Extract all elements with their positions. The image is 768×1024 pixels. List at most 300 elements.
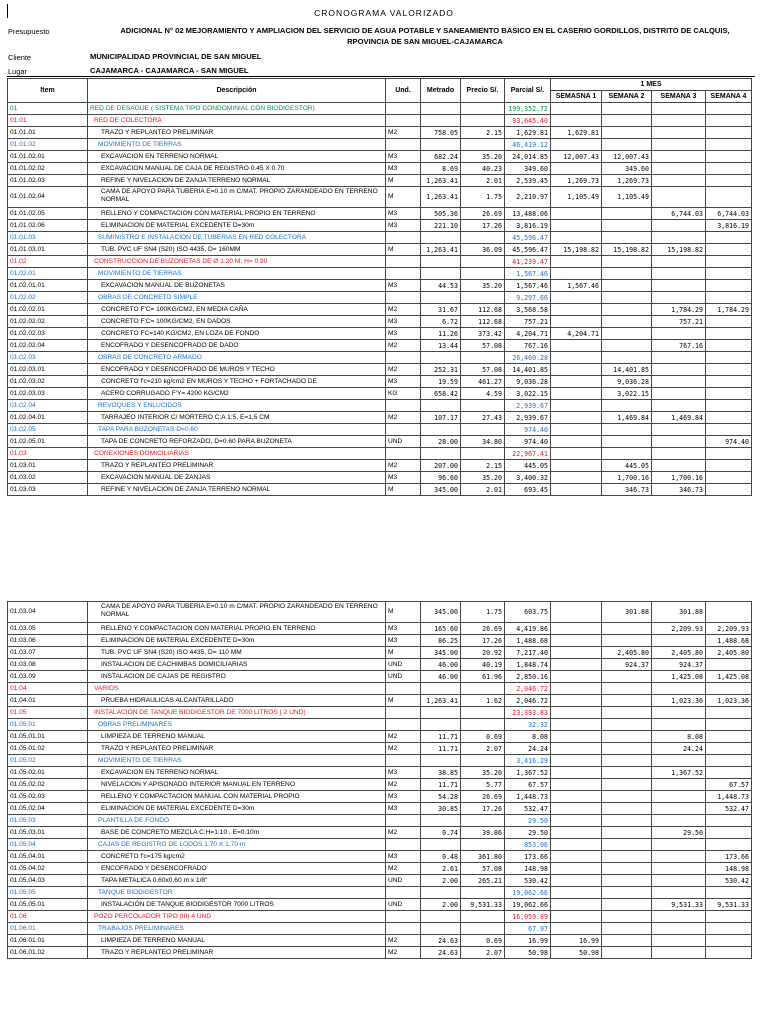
item-code: 01.02.03.01 <box>8 364 88 376</box>
table-row <box>8 602 752 623</box>
item-semana-2 <box>602 683 652 695</box>
item-metrado <box>421 268 461 280</box>
item-semana-3: 6,744.03 <box>652 208 706 220</box>
item-unit: M2 <box>386 340 421 352</box>
table-row <box>8 839 752 851</box>
table-row <box>8 316 752 328</box>
item-semana-4 <box>706 448 752 460</box>
item-precio: 373.42 <box>461 328 505 340</box>
item-semana-1 <box>551 376 602 388</box>
table-row <box>8 623 752 635</box>
item-semana-1 <box>551 863 602 875</box>
table-row <box>8 376 752 388</box>
item-parcial: 45,596.47 <box>505 232 551 244</box>
item-semana-3 <box>652 268 706 280</box>
table-row <box>8 947 752 959</box>
item-semana-1 <box>551 220 602 232</box>
cliente-label: Cliente <box>8 53 32 62</box>
item-description: BASE DE CONCRETO MEZCLA C:H=1:10 , E=0.10m <box>88 827 386 839</box>
item-description: MOVIMIENTO DE TIERRAS <box>88 139 386 151</box>
item-metrado: 165.60 <box>421 623 461 635</box>
item-unit: M3 <box>386 208 421 220</box>
item-unit: M <box>386 484 421 496</box>
item-metrado: 0.74 <box>421 827 461 839</box>
item-semana-2 <box>602 947 652 959</box>
item-parcial: 24.24 <box>505 743 551 755</box>
item-description: VARIOS <box>88 683 386 695</box>
item-semana-4 <box>706 815 752 827</box>
item-code: 01.05.04.01 <box>8 851 88 863</box>
item-code: 01.03.06 <box>8 635 88 647</box>
item-unit: UND <box>386 671 421 683</box>
item-semana-1: 12,007.43 <box>551 151 602 163</box>
item-semana-3: 15,198.82 <box>652 244 706 256</box>
item-metrado: 13.44 <box>421 340 461 352</box>
item-code: 01.03.05 <box>8 623 88 635</box>
item-metrado <box>421 923 461 935</box>
item-parcial: 767.16 <box>505 340 551 352</box>
item-unit: M <box>386 187 421 208</box>
item-semana-2: 1,469.84 <box>602 412 652 424</box>
item-semana-2 <box>602 139 652 151</box>
item-code: 01.05.02.02 <box>8 779 88 791</box>
item-description: PLANTILLA DE FONDO <box>88 815 386 827</box>
item-semana-3: 1,425.08 <box>652 671 706 683</box>
item-parcial: 19,062.66 <box>505 887 551 899</box>
item-semana-1 <box>551 448 602 460</box>
item-semana-3 <box>652 163 706 175</box>
item-precio: 361.80 <box>461 851 505 863</box>
item-description: ELIMINACION DE MATERIAL EXCEDENTE D=30m <box>88 803 386 815</box>
table-row <box>8 115 752 127</box>
item-unit: M3 <box>386 623 421 635</box>
item-metrado <box>421 292 461 304</box>
item-code: 01.01.02.04 <box>8 187 88 208</box>
item-semana-2 <box>602 911 652 923</box>
item-description: RELLENO Y COMPACTACION CON MATERIAL PROPIO EN TERRENO <box>88 623 386 635</box>
col-header-semana-2: SEMANA 2 <box>602 91 652 103</box>
item-unit <box>386 448 421 460</box>
item-unit: M3 <box>386 803 421 815</box>
col-header-precio: Precio S/. <box>461 79 505 103</box>
item-semana-1 <box>551 839 602 851</box>
item-semana-1 <box>551 755 602 767</box>
table-row <box>8 911 752 923</box>
item-semana-4: 173.66 <box>706 851 752 863</box>
col-header-metrado: Metrado <box>421 79 461 103</box>
item-unit <box>386 707 421 719</box>
item-unit <box>386 400 421 412</box>
item-parcial: 4,419.86 <box>505 623 551 635</box>
item-unit: M3 <box>386 328 421 340</box>
item-unit: M2 <box>386 779 421 791</box>
item-parcial: 1,848.74 <box>505 659 551 671</box>
table-row <box>8 803 752 815</box>
item-parcial: 2,210.97 <box>505 187 551 208</box>
item-metrado: 345.00 <box>421 484 461 496</box>
table-row <box>8 731 752 743</box>
item-description: OBRAS DE CONCRETO ARMADO <box>88 352 386 364</box>
item-parcial: 3,816.19 <box>505 220 551 232</box>
item-metrado: 6.72 <box>421 316 461 328</box>
item-code: 01.02.02 <box>8 292 88 304</box>
item-semana-1 <box>551 911 602 923</box>
item-semana-2 <box>602 115 652 127</box>
item-semana-3 <box>652 460 706 472</box>
item-semana-3 <box>652 151 706 163</box>
table-row <box>8 683 752 695</box>
table-row <box>8 484 752 496</box>
item-semana-4: 148.98 <box>706 863 752 875</box>
table-row <box>8 292 752 304</box>
item-precio: 40.23 <box>461 163 505 175</box>
item-semana-4: 6,744.03 <box>706 208 752 220</box>
item-metrado <box>421 683 461 695</box>
col-header-descripcion: Descripción <box>88 79 386 103</box>
item-parcial: 532.47 <box>505 803 551 815</box>
item-parcial: 13,488.06 <box>505 208 551 220</box>
item-semana-4 <box>706 139 752 151</box>
item-semana-1 <box>551 779 602 791</box>
table-row <box>8 328 752 340</box>
item-semana-1 <box>551 115 602 127</box>
item-description: REFINE Y NIVELACION DE ZANJA TERRENO NORMAL <box>88 484 386 496</box>
item-semana-1 <box>551 304 602 316</box>
item-unit: M3 <box>386 280 421 292</box>
item-unit <box>386 232 421 244</box>
item-description: TARRAJEO INTERIOR C/ MORTERO C:A 1:5, E=1,5 CM <box>88 412 386 424</box>
item-semana-3: 757.21 <box>652 316 706 328</box>
item-metrado <box>421 755 461 767</box>
table-row <box>8 340 752 352</box>
item-metrado: 345.00 <box>421 647 461 659</box>
item-semana-2 <box>602 220 652 232</box>
item-semana-1 <box>551 460 602 472</box>
item-parcial: 14,401.85 <box>505 364 551 376</box>
item-semana-4: 2,405.80 <box>706 647 752 659</box>
item-semana-3 <box>652 707 706 719</box>
item-precio: 17.26 <box>461 635 505 647</box>
item-parcial: 9,036.28 <box>505 376 551 388</box>
item-parcial: 603.75 <box>505 602 551 623</box>
item-unit: M2 <box>386 827 421 839</box>
item-semana-1 <box>551 647 602 659</box>
item-code: 01.02.03 <box>8 352 88 364</box>
item-metrado: 46.00 <box>421 671 461 683</box>
table-row <box>8 103 752 115</box>
item-semana-1 <box>551 683 602 695</box>
item-semana-4 <box>706 400 752 412</box>
item-semana-1 <box>551 412 602 424</box>
item-precio <box>461 755 505 767</box>
item-unit <box>386 923 421 935</box>
item-parcial: 41,239.47 <box>505 256 551 268</box>
item-unit: UND <box>386 875 421 887</box>
item-unit: M2 <box>386 743 421 755</box>
item-unit: M2 <box>386 460 421 472</box>
item-unit <box>386 755 421 767</box>
item-code: 01.02.04 <box>8 400 88 412</box>
item-parcial: 1,488.68 <box>505 635 551 647</box>
item-code: 01.01.02.05 <box>8 208 88 220</box>
item-precio: 2.07 <box>461 743 505 755</box>
table-row <box>8 364 752 376</box>
table-row <box>8 659 752 671</box>
item-unit: M3 <box>386 151 421 163</box>
item-semana-2 <box>602 103 652 115</box>
item-precio: 5.77 <box>461 779 505 791</box>
item-metrado: 758.05 <box>421 127 461 139</box>
item-semana-3: 29.50 <box>652 827 706 839</box>
item-description: TRABAJOS PRELIMINARES <box>88 923 386 935</box>
item-description: TUB. PVC UF SN4 (S20) ISO 4435, D= 160MM <box>88 244 386 256</box>
item-code: 01.05.02 <box>8 755 88 767</box>
table-row <box>8 460 752 472</box>
item-semana-4 <box>706 424 752 436</box>
item-metrado <box>421 400 461 412</box>
item-semana-3 <box>652 175 706 187</box>
item-metrado: 505.36 <box>421 208 461 220</box>
table-row <box>8 743 752 755</box>
item-description: MOVIMIENTO DE TIERRAS <box>88 268 386 280</box>
item-parcial: 3,568.58 <box>505 304 551 316</box>
item-description: RED DE COLECTORA <box>88 115 386 127</box>
item-semana-3 <box>652 388 706 400</box>
item-semana-4 <box>706 472 752 484</box>
item-semana-2 <box>602 779 652 791</box>
item-code: 01.02.03.02 <box>8 376 88 388</box>
item-semana-1: 50.98 <box>551 947 602 959</box>
item-semana-2 <box>602 887 652 899</box>
item-unit: M3 <box>386 791 421 803</box>
item-parcial: 853.06 <box>505 839 551 851</box>
item-unit: M3 <box>386 163 421 175</box>
item-parcial: 22,967.41 <box>505 448 551 460</box>
presupuesto-line-2: RPOVINCIA DE SAN MIGUEL-CAJAMARCA <box>347 37 503 46</box>
item-semana-2: 924.37 <box>602 659 652 671</box>
item-metrado: 207.00 <box>421 460 461 472</box>
table-row <box>8 280 752 292</box>
item-semana-3: 1,784.29 <box>652 304 706 316</box>
item-semana-3 <box>652 115 706 127</box>
item-semana-3 <box>652 887 706 899</box>
item-parcial: 29.50 <box>505 827 551 839</box>
item-semana-3 <box>652 139 706 151</box>
item-code: 01.05.02.04 <box>8 803 88 815</box>
item-semana-3 <box>652 839 706 851</box>
item-parcial: 1,448.73 <box>505 791 551 803</box>
item-semana-2 <box>602 791 652 803</box>
item-precio: 265.21 <box>461 875 505 887</box>
item-description: EXCAVACION MANUAL DE CAJA DE REGISTRO 0.45 X 0.70 <box>88 163 386 175</box>
item-semana-3 <box>652 232 706 244</box>
table-row <box>8 671 752 683</box>
item-parcial: 26,460.28 <box>505 352 551 364</box>
item-semana-4 <box>706 127 752 139</box>
table-row <box>8 863 752 875</box>
item-semana-3 <box>652 911 706 923</box>
item-semana-2 <box>602 232 652 244</box>
item-semana-2: 349.60 <box>602 163 652 175</box>
item-parcial: 199,352.72 <box>505 103 551 115</box>
item-precio: 1.75 <box>461 602 505 623</box>
item-semana-1: 1,269.73 <box>551 175 602 187</box>
header-rule <box>7 76 755 77</box>
item-unit <box>386 683 421 695</box>
item-description: CAMA DE APOYO PARA TUBERIA E=0.10 m C/MAT. PROPIO ZARANDEADO EN TERRENO NORMAL <box>88 602 386 623</box>
item-semana-4 <box>706 328 752 340</box>
item-semana-2 <box>602 208 652 220</box>
item-metrado <box>421 139 461 151</box>
item-metrado: 2.61 <box>421 863 461 875</box>
item-description: NIVELACION Y APISONADO INTERIOR MANUAL EN TERRENO <box>88 779 386 791</box>
table-row <box>8 923 752 935</box>
item-semana-2 <box>602 815 652 827</box>
table-row <box>8 400 752 412</box>
item-semana-3 <box>652 779 706 791</box>
item-code: 01.05.04 <box>8 839 88 851</box>
item-semana-1 <box>551 484 602 496</box>
item-semana-4 <box>706 115 752 127</box>
item-semana-4 <box>706 923 752 935</box>
item-semana-1 <box>551 875 602 887</box>
table-row <box>8 304 752 316</box>
item-precio <box>461 103 505 115</box>
item-semana-2: 301.88 <box>602 602 652 623</box>
item-precio <box>461 424 505 436</box>
item-metrado: 38.85 <box>421 767 461 779</box>
item-semana-3 <box>652 187 706 208</box>
item-metrado <box>421 911 461 923</box>
item-code: 01.05.01 <box>8 719 88 731</box>
item-semana-4: 532.47 <box>706 803 752 815</box>
item-metrado <box>421 115 461 127</box>
item-semana-2 <box>602 707 652 719</box>
item-semana-4 <box>706 827 752 839</box>
item-parcial: 757.21 <box>505 316 551 328</box>
item-precio: 2.15 <box>461 127 505 139</box>
item-semana-1 <box>551 743 602 755</box>
item-unit: M <box>386 244 421 256</box>
item-code: 01.03.08 <box>8 659 88 671</box>
item-metrado: 11.71 <box>421 779 461 791</box>
item-semana-4 <box>706 743 752 755</box>
item-precio <box>461 815 505 827</box>
item-precio <box>461 923 505 935</box>
item-parcial: 24,014.85 <box>505 151 551 163</box>
item-semana-4 <box>706 340 752 352</box>
item-description: TUB. PVC UF SN4 (S20) ISO 4435, D= 110 MM <box>88 647 386 659</box>
item-semana-4 <box>706 887 752 899</box>
item-semana-2 <box>602 304 652 316</box>
item-code: 01.02.05.01 <box>8 436 88 448</box>
item-parcial: 1,629.81 <box>505 127 551 139</box>
item-parcial: 2,939.67 <box>505 412 551 424</box>
item-metrado: 86.25 <box>421 635 461 647</box>
item-code: 01.02.02.03 <box>8 328 88 340</box>
lugar-value: CAJAMARCA - CAJAMARCA - SAN MIGUEL <box>90 66 249 75</box>
item-metrado <box>421 103 461 115</box>
item-semana-3 <box>652 947 706 959</box>
item-precio: 27.43 <box>461 412 505 424</box>
item-semana-4: 1,784.29 <box>706 304 752 316</box>
item-description: LIMPIEZA DE TERRENO MANUAL <box>88 935 386 947</box>
document-title: CRONOGRAMA VALORIZADO <box>314 8 454 18</box>
item-parcial: 2,046.72 <box>505 695 551 707</box>
item-code: 01.05.03 <box>8 815 88 827</box>
col-header-semana-1: SEMASNA 1 <box>551 91 602 103</box>
item-unit: M3 <box>386 472 421 484</box>
item-metrado <box>421 232 461 244</box>
item-description: ACERO CORRUGADO F'Y= 4200 KG/CM2 <box>88 388 386 400</box>
item-semana-1: 1,567.46 <box>551 280 602 292</box>
item-semana-2 <box>602 731 652 743</box>
item-semana-4 <box>706 364 752 376</box>
item-precio <box>461 719 505 731</box>
item-description: MOVIMIENTO DE TIERRAS <box>88 755 386 767</box>
item-semana-3: 1,023.36 <box>652 695 706 707</box>
item-code: 01.03.09 <box>8 671 88 683</box>
item-description: EXCAVACION EN TERRENO NORMAL <box>88 151 386 163</box>
item-code: 01.04.01 <box>8 695 88 707</box>
item-semana-4: 1,425.08 <box>706 671 752 683</box>
item-precio <box>461 448 505 460</box>
item-semana-1 <box>551 364 602 376</box>
col-header-und: Und. <box>386 79 421 103</box>
item-semana-3: 346.73 <box>652 484 706 496</box>
item-semana-3 <box>652 256 706 268</box>
item-semana-1 <box>551 731 602 743</box>
item-precio <box>461 268 505 280</box>
col-header-item: Item <box>8 79 88 103</box>
item-semana-2 <box>602 448 652 460</box>
item-metrado: 11.71 <box>421 743 461 755</box>
item-unit: M2 <box>386 364 421 376</box>
item-metrado <box>421 352 461 364</box>
item-semana-1 <box>551 208 602 220</box>
item-semana-4 <box>706 839 752 851</box>
item-semana-1 <box>551 424 602 436</box>
item-parcial: 3,416.29 <box>505 755 551 767</box>
item-precio: 26.69 <box>461 623 505 635</box>
item-semana-2 <box>602 875 652 887</box>
item-parcial: 67.57 <box>505 779 551 791</box>
item-parcial: 173.66 <box>505 851 551 863</box>
item-unit <box>386 139 421 151</box>
item-semana-1 <box>551 635 602 647</box>
item-description: ELIMINACION DE MATERIAL EXCEDENTE D=30m <box>88 635 386 647</box>
item-semana-1 <box>551 256 602 268</box>
table-row <box>8 935 752 947</box>
table-row <box>8 635 752 647</box>
item-semana-3 <box>652 352 706 364</box>
item-parcial: 45,596.47 <box>505 244 551 256</box>
table-row <box>8 151 752 163</box>
table-row <box>8 220 752 232</box>
cliente-value: MUNICIPALIDAD PROVINCIAL DE SAN MIGUEL <box>90 52 262 61</box>
item-semana-3: 2,405.80 <box>652 647 706 659</box>
schedule-table-page-1 <box>7 78 752 496</box>
item-description: CONEXIONES DOMICILIARIAS <box>88 448 386 460</box>
item-unit: M3 <box>386 767 421 779</box>
item-code: 01.05.05 <box>8 887 88 899</box>
item-metrado: 19.59 <box>421 376 461 388</box>
table-row <box>8 899 752 911</box>
item-unit: M3 <box>386 635 421 647</box>
table-row <box>8 779 752 791</box>
item-semana-2 <box>602 424 652 436</box>
item-semana-2 <box>602 256 652 268</box>
